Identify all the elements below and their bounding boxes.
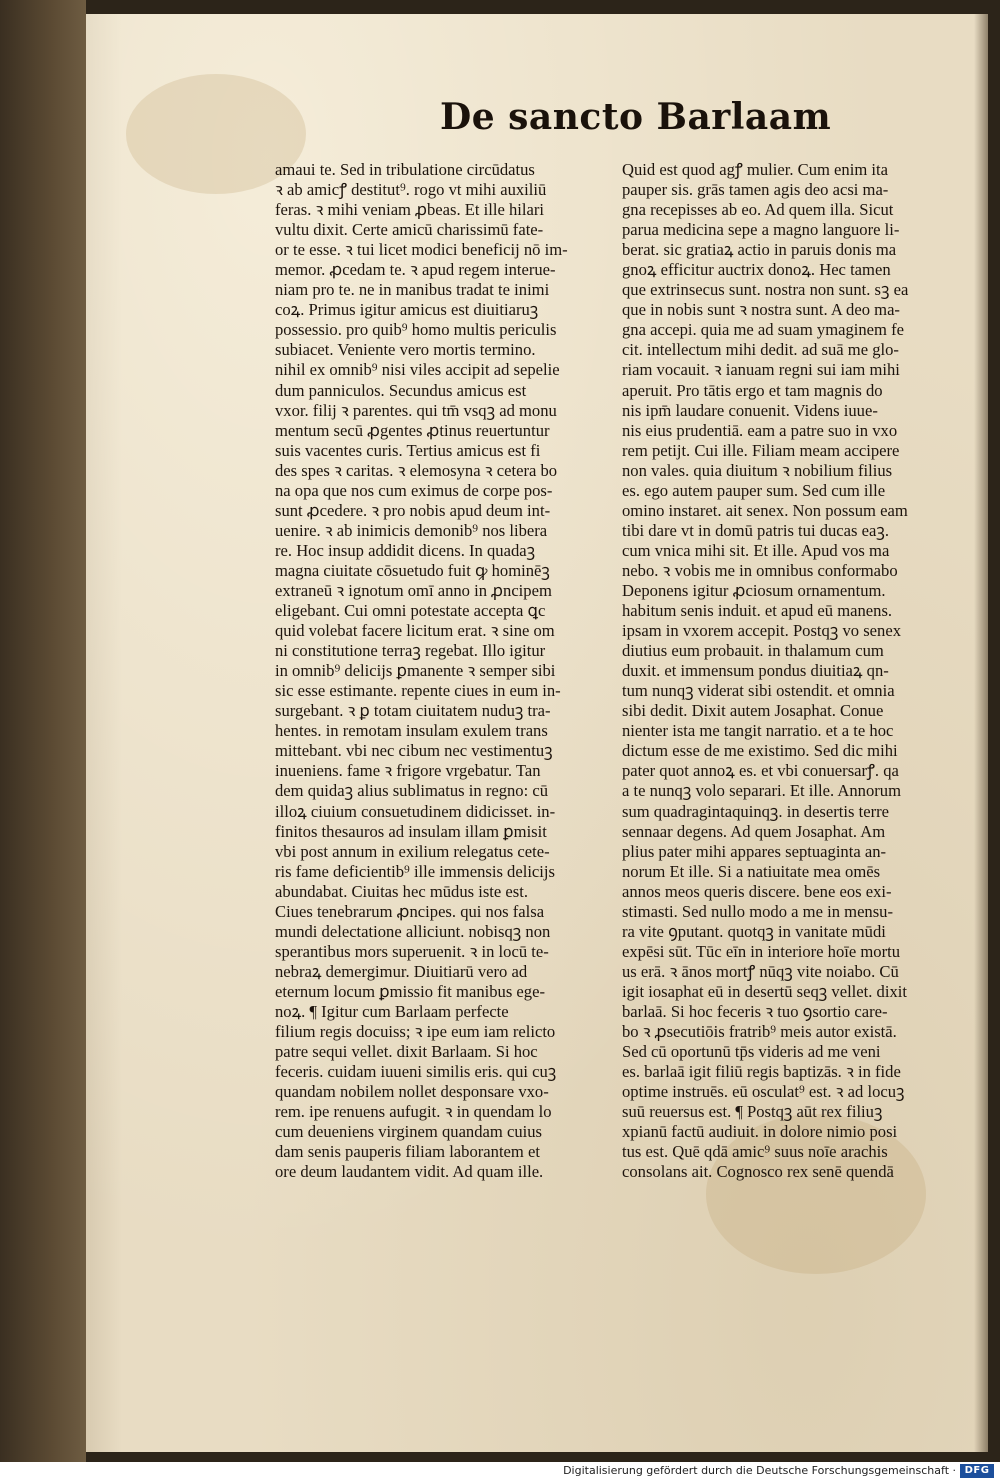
text-line: finitos thesauros ad insulam illam ꝑmisit	[275, 821, 547, 841]
text-line: parua medicina sepe a magno languore li-	[622, 220, 900, 240]
text-line: feceris. cuidam iuueni similis eris. qui cuꝫ	[275, 1062, 557, 1082]
text-line: non vales. quia diuitum ꝛ nobilium filius	[622, 460, 893, 480]
text-line: norum Et ille. Si a natiuitate mea omēs	[622, 861, 881, 881]
text-line: ipsam in vxorem accepit. Postqꝫ vo senex	[622, 621, 901, 641]
text-line: cit. intellectum mihi dedit. ad suā me glo-	[622, 340, 899, 360]
text-line: sperantibus mors superuenit. ꝛ in locū te-	[275, 941, 549, 961]
text-line: nihil ex omnib⁹ nisi viles accipit ad sepelie	[275, 360, 560, 380]
text-line: omino instaret. ait senex. Non possum eam	[622, 500, 908, 520]
text-line: habitum senis induit. et apud eū manens.	[622, 601, 893, 621]
text-line: feras. ꝛ mihi veniam ꝓbeas. Et ille hilari	[275, 200, 545, 220]
text-line: quid volebat facere licitum erat. ꝛ sine om	[275, 621, 555, 641]
text-line: que in nobis sunt ꝛ nostra sunt. A deo ma-	[622, 300, 900, 320]
text-line: que extrinsecus sunt. nostra non sunt. sꝫ ea	[622, 280, 909, 300]
text-line: nis ipm̄ laudare conuenit. Videns iuue-	[622, 400, 878, 420]
text-line: amaui te. Sed in tribulatione circūdatus	[275, 160, 535, 179]
text-line: es. barlaā igit filiū regis baptizās. ꝛ in fide	[622, 1062, 901, 1082]
text-column-right	[622, 160, 982, 1182]
text-line: us erā. ꝛ ānos mortꝭ nūqꝫ vite noiabo. Cū	[622, 961, 899, 981]
text-line: tus est. Quē qdā amic⁹ suus noīe arachis	[622, 1142, 888, 1162]
text-line: vxor. filij ꝛ parentes. qui tm̄ vsqꝫ ad monu	[275, 400, 557, 420]
text-line: aperuit. Pro tātis ergo et tam magnis do	[622, 380, 883, 400]
text-line: xpianū factū audiuit. in dolore nimio posi	[622, 1122, 898, 1142]
running-head: De sancto Barlaam	[440, 96, 832, 138]
text-line: memor. ꝓcedam te. ꝛ apud regem interue-	[275, 260, 556, 280]
text-line: barlaā. Si hoc feceris ꝛ tuo ꝯsortio care-	[622, 1001, 888, 1021]
text-line: des spes ꝛ caritas. ꝛ elemosyna ꝛ cetera bo	[275, 460, 558, 480]
text-line: uenire. ꝛ ab inimicis demonib⁹ nos libera	[275, 520, 548, 540]
text-line: optime instruēs. eū osculat⁹ est. ꝛ ad locuꝫ	[622, 1082, 905, 1102]
text-line: coꝝ. Primus igitur amicus est diuitiaruꝫ	[275, 300, 539, 320]
text-line: cum deueniens virginem quandam cuius	[275, 1122, 542, 1142]
text-line: possessio. pro quib⁹ homo multis periculis	[275, 320, 557, 340]
text-line: berat. sic gratiaꝝ actio in paruis donis ma	[622, 240, 897, 260]
funding-credit: Digitalisierung gefördert durch die Deutsche Forschungsgemeinschaft ·	[563, 1464, 956, 1477]
text-line: expēsi sūt. Tūc eīn in interiore hoīe mortu	[622, 941, 901, 961]
text-line: sum quadragintaquinqꝫ. in desertis terre	[622, 801, 889, 821]
text-line: Ciues tenebrarum ꝓncipes. qui nos falsa	[275, 901, 545, 921]
text-line: es. ego autem pauper sum. Sed cum ille	[622, 480, 886, 500]
text-line: eternum locum ꝑmissio fit manibus ege-	[275, 981, 545, 1001]
text-line: tum nunqꝫ viderat sibi ostendit. et omnia	[622, 681, 895, 701]
text-line: gna accepi. quia me ad suam ymaginem fe	[622, 320, 904, 340]
text-line: suū reuersus est. ¶ Postqꝫ aūt rex filiuꝫ	[622, 1102, 883, 1122]
footer-bar	[0, 1462, 1000, 1481]
text-line: stimasti. Sed nullo modo a me in mensu-	[622, 901, 894, 921]
text-line: rem. ipe renuens aufugit. ꝛ in quendam lo	[275, 1102, 552, 1122]
text-line: sunt ꝓcedere. ꝛ pro nobis apud deum int-	[275, 500, 551, 520]
text-line: pater quot annoꝝ es. et vbi conuersarꝭ. qa	[622, 761, 899, 781]
text-line: in omnib⁹ delicijs ꝑmanente ꝛ semper sibi	[275, 661, 556, 681]
text-line: nis eius prudentiā. eam a patre suo in vxo	[622, 420, 898, 440]
text-line: patre sequi vellet. dixit Barlaam. Si hoc	[275, 1042, 538, 1062]
text-column-left	[275, 160, 603, 1182]
text-line: gnoꝝ efficitur auctrix donoꝝ. Hec tamen	[622, 260, 891, 280]
text-line: suis vacentes curis. Tertius amicus est fi	[275, 440, 541, 460]
text-line: inueniens. fame ꝛ frigore vrgebatur. Tan	[275, 761, 541, 781]
text-line: subiacet. Veniente vero mortis termino.	[275, 340, 536, 360]
text-line: annos meos queris discere. bene eos exi-	[622, 881, 892, 901]
text-line: ore deum laudantem vidit. Ad quam ille.	[275, 1162, 544, 1182]
text-line: bo ꝛ ꝓsecutiōis fratrib⁹ meis autor existā.	[622, 1022, 897, 1042]
text-line: a te nunqꝫ volo separari. Et ille. Annorum	[622, 781, 901, 801]
text-line: sibi dedit. Dixit autem Josaphat. Conue	[622, 701, 884, 721]
text-line: Sed cū oportunū tp̄s videris ad me veni	[622, 1042, 881, 1062]
text-line: surgebant. ꝛ ꝑ totam ciuitatem nuduꝫ tra-	[275, 701, 551, 721]
text-line: ris fame deficientib⁹ ille immensis delicijs	[275, 861, 555, 881]
text-line: magna ciuitate cōsuetudo fuit ꝙ hominēꝫ	[275, 560, 550, 580]
text-line: duxit. et immensum pondus diuitiaꝝ qn-	[622, 661, 889, 681]
text-line: vultu dixit. Certe amicū charissimū fate-	[275, 220, 544, 240]
text-line: igit iosaphat eū in desertū seqꝫ vellet. dixit	[622, 981, 907, 1001]
text-line: extraneū ꝛ ignotum omī anno in ꝓncipem	[275, 580, 552, 600]
text-line: sic esse estimante. repente ciues in eum in-	[275, 681, 561, 701]
text-line: ra vite ꝯputant. quotqꝫ in vanitate mūdi	[622, 921, 886, 941]
text-line: eligebant. Cui omni potestate accepta ꝗc	[275, 601, 546, 621]
text-line: nienter ista me tangit narratio. et a te hoc	[622, 721, 894, 741]
text-line: dum panniculos. Secundus amicus est	[275, 380, 527, 400]
text-line: plius pater mihi appares septuaginta an-	[622, 841, 887, 861]
text-line: ni constitutione terraꝫ regebat. Illo igitur	[275, 641, 546, 661]
text-line: abundabat. Ciuitas hec mūdus iste est.	[275, 881, 529, 901]
text-line: mentum secū ꝓgentes ꝓtinus reuertuntur	[275, 420, 550, 440]
text-line: tibi dare vt in domū patris tui ducas eaꝫ.	[622, 520, 890, 540]
text-line: filium regis docuiss; ꝛ ipe eum iam relicto	[275, 1022, 556, 1042]
dfg-logo[interactable]: DFG	[960, 1464, 994, 1478]
text-line: Deponens igitur ꝓciosum ornamentum.	[622, 580, 886, 600]
text-line: noꝝ. ¶ Igitur cum Barlaam perfecte	[275, 1001, 509, 1021]
text-line: hentes. in remotam insulam exulem trans	[275, 721, 548, 741]
text-line: quandam nobilem nollet desponsare vxo-	[275, 1082, 549, 1102]
scan-border	[0, 0, 86, 1462]
text-line: dem quidaꝫ alius sublimatus in regno: cū	[275, 781, 549, 801]
text-line: mittebant. vbi nec cibum nec vestimentuꝫ	[275, 741, 553, 761]
text-line: vbi post annum in exilium relegatus cete-	[275, 841, 550, 861]
text-line: re. Hoc insup addidit dicens. In quadaꝫ	[275, 540, 536, 560]
text-line: Quid est quod agꝭ mulier. Cum enim ita	[622, 160, 888, 179]
text-line: gna recepisses ab eo. Ad quem illa. Sicut	[622, 200, 894, 220]
text-line: riam vocauit. ꝛ ianuam regni sui iam mihi	[622, 360, 900, 380]
text-line: rem petijt. Cui ille. Filiam meam accipere	[622, 440, 900, 460]
text-line: ꝛ ab amicꝭ destitut⁹. rogo vt mihi auxiliū	[275, 180, 547, 200]
text-line: mundi delectatione alliciunt. nobisqꝫ non	[275, 921, 551, 941]
text-line: niam pro te. ne in manibus tradat te inimi	[275, 280, 550, 300]
text-line: consolans ait. Cognosco rex senē quendā	[622, 1162, 894, 1182]
text-line: dictum esse de me existimo. Sed dic mihi	[622, 741, 898, 761]
text-line: sennaar degens. Ad quem Josaphat. Am	[622, 821, 886, 841]
text-line: or te esse. ꝛ tui licet modici beneficij nō im-	[275, 240, 568, 260]
text-line: cum vnica mihi sit. Et ille. Apud vos ma	[622, 540, 890, 560]
text-line: nebraꝝ demergimur. Diuitiarū vero ad	[275, 961, 528, 981]
text-line: dam senis pauperis filiam laborantem et	[275, 1142, 540, 1162]
text-line: nebo. ꝛ vobis me in omnibus conformabo	[622, 560, 898, 580]
text-line: diutius eum probauit. in thalamum cum	[622, 641, 884, 661]
text-line: pauper sis. grās tamen agis deo acsi ma-	[622, 180, 889, 200]
text-line: illoꝝ ciuium consuetudinem didicisset. in-	[275, 801, 556, 821]
text-line: na opa que nos cum eximus de corpe pos-	[275, 480, 553, 500]
